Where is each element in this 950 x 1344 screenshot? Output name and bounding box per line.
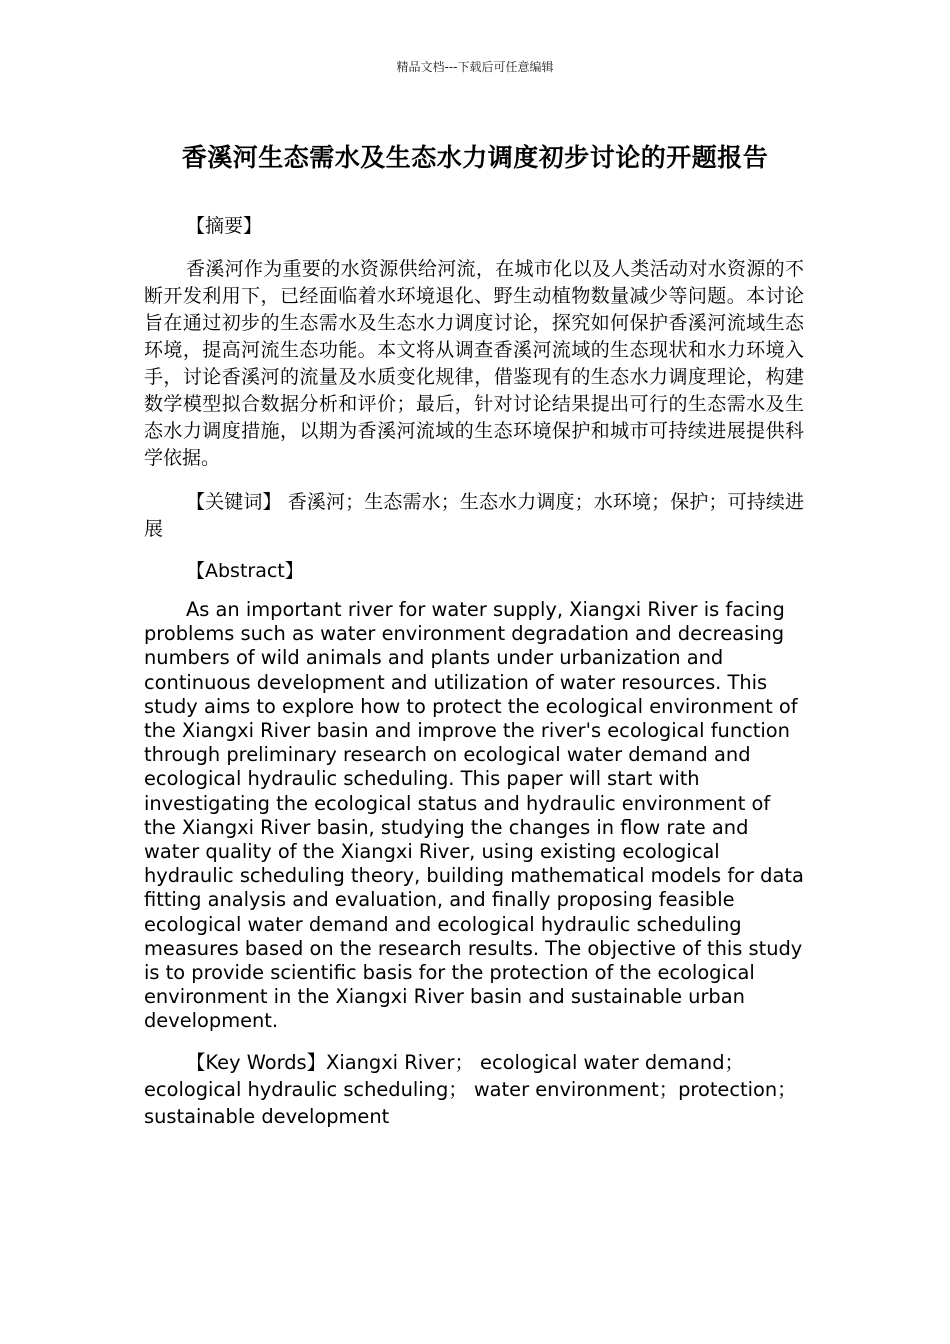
keywords-zh-block xyxy=(144,489,804,543)
keywords-zh-text: 香溪河；生态需水；生态水力调度；水环境；保护；可持续进展 xyxy=(144,491,804,540)
abstract-en-body: As an important river for water supply, Xiangxi River is facing problems such as water environment degradation and decreasing numbers of wild animals and plants under urbanization and continuous development and utilization of water resources. This study aims to explore how to protect the ecological environment of the Xiangxi River basin and improve the river's ecological function through preliminary research on ecological water demand and ecological hydraulic scheduling. This paper will start with investigating the ecological status and hydraulic environment of the Xiangxi River basin, studying the changes in flow rate and water quality of the Xiangxi River, using existing ecological hydraulic scheduling theory, building mathematical models for data fitting analysis and evaluation, and finally proposing feasible ecological water demand and ecological hydraulic scheduling measures based on the research results. The objective of this study is to provide scientific basis for the protection of the ecological environment in the Xiangxi River basin and sustainable urban development. xyxy=(144,598,804,1033)
keywords-zh-label: 【关键词】 xyxy=(186,491,282,513)
abstract-zh-section xyxy=(144,213,804,240)
keywords-zh xyxy=(144,489,804,543)
abstract-zh-body: 香溪河作为重要的水资源供给河流，在城市化以及人类活动对水资源的不断开发利用下，已经面临着水环境退化、野生动植物数量减少等问题。本讨论旨在通过初步的生态需水及生态水力调度讨论，探究如何保护香溪河流域生态环境，提高河流生态功能。本文将从调查香溪河流域的生态现状和水力环境入手，讨论香溪河的流量及水质变化规律，借鉴现有的生态水力调度理论，构建数学模型拟合数据分析和评价；最后，针对讨论结果提出可行的生态需水及生态水力调度措施，以期为香溪河流域的生态环境保护和城市可持续进展提供科学依据。 xyxy=(144,258,804,469)
abstract-en-body-block xyxy=(144,598,804,1034)
keywords-en-label: 【Key Words】 xyxy=(186,1051,327,1074)
keywords-en-block xyxy=(144,1049,804,1130)
abstract-zh-label: 【摘要】 xyxy=(186,215,263,237)
abstract-en-label: 【Abstract】 xyxy=(186,560,304,582)
abstract-en-section xyxy=(144,558,804,585)
page-header: 精品文档---下载后可任意编辑 xyxy=(396,60,554,74)
keywords-en xyxy=(144,1049,804,1130)
keywords-en-text: Xiangxi River； ecological water demand；ecological hydraulic scheduling； water environment；protection； sustainable development xyxy=(144,1051,797,1128)
document-title: 香溪河生态需水及生态水力调度初步讨论的开题报告 xyxy=(181,143,769,172)
abstract-zh-body-block xyxy=(144,256,804,472)
